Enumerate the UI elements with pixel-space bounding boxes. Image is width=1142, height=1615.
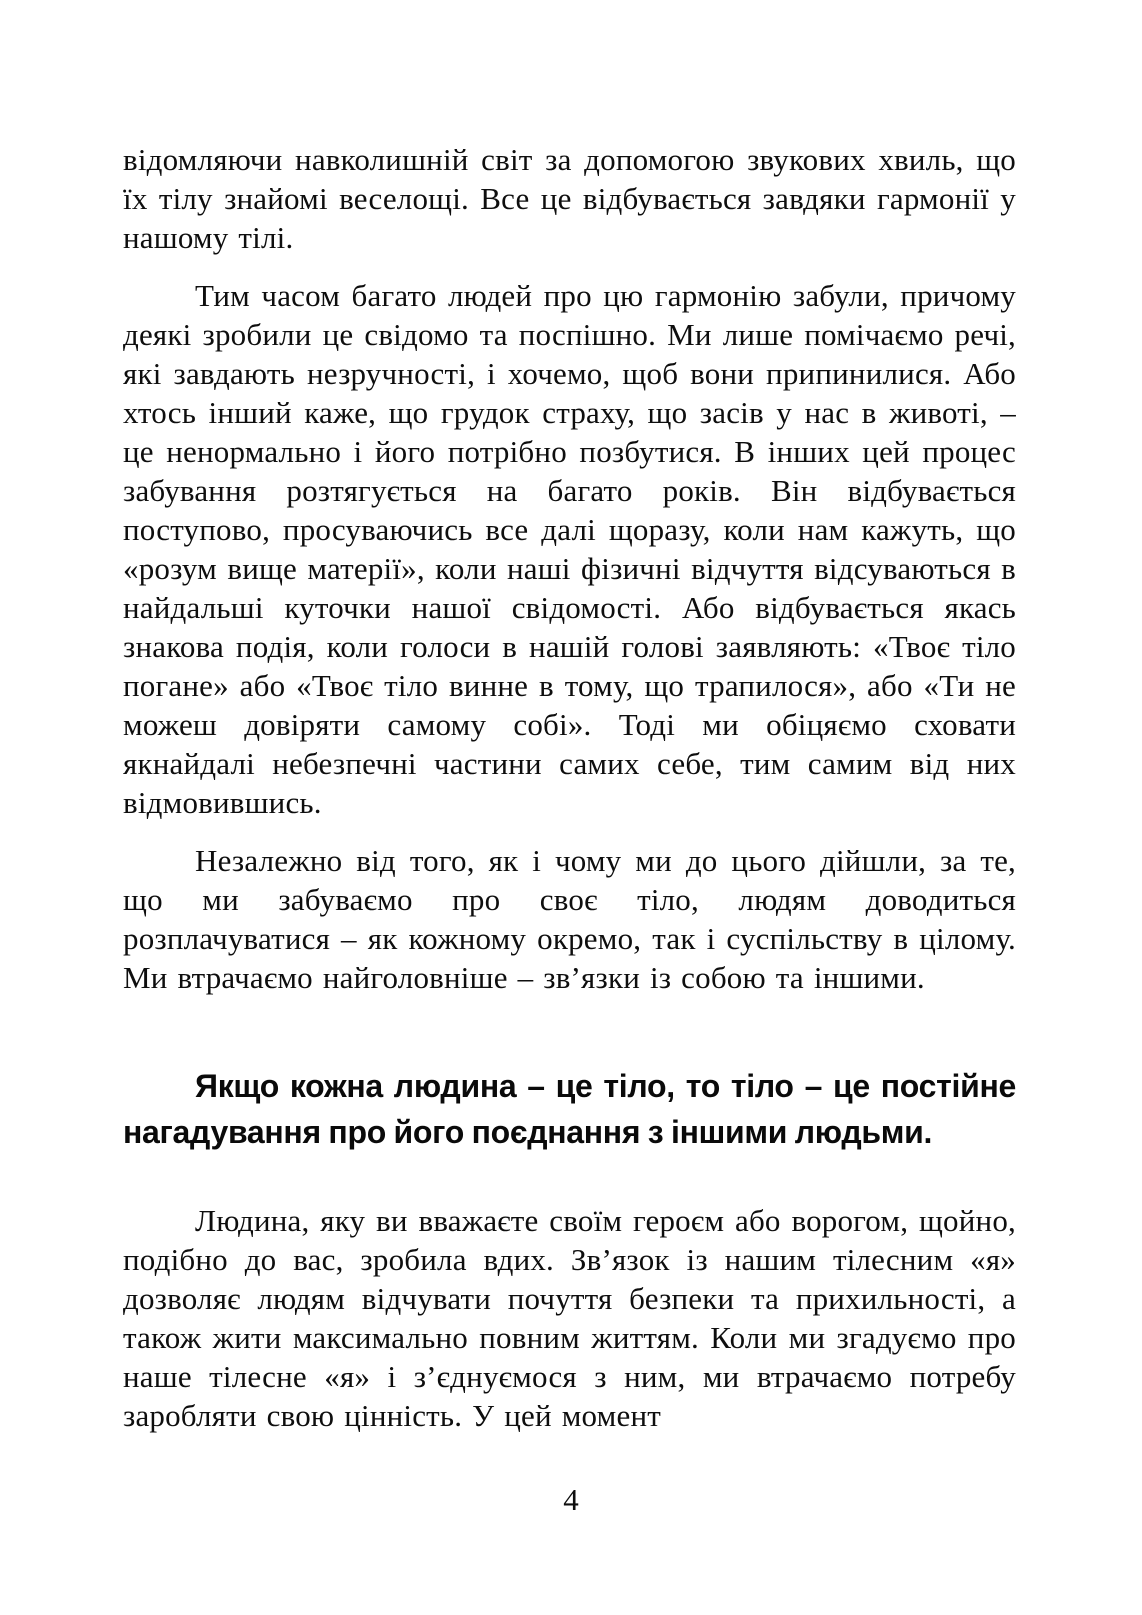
paragraph-continuation: відомляючи навколишній світ за допомогою звукових хвиль, що їх тілу знайомі веселощі. Все це відбувається завдяки гармонії у нашому тілі.: [123, 142, 1016, 255]
callout-heading: Якщо кожна людина – це тіло, то тіло – це постійне нагадування про його поєднання з іншими людьми.: [123, 1068, 1016, 1150]
text-block: [123, 140, 1016, 1454]
paragraph: Людина, яку ви вважаєте своїм героєм або ворогом, щойно, подібно до вас, зробила вдих. Зв’язок із нашим тілесним «я» дозволяє людям відчувати почуття безпеки та прихильності, а також жити максимально повним життям. Коли ми згадуємо про наше тілесне «я» і з’єднуємося з ним, ми втрачаємо потребу заробляти свою цінність. У цей момент: [123, 1203, 1016, 1433]
page-number: 4: [563, 1482, 579, 1517]
paragraph: Тим часом багато людей про цю гармонію забули, причому деякі зробили це свідомо та поспішно. Ми лише помічаємо речі, які завдають незручності, і хочемо, щоб вони припинилися. Або хтось інший каже, що грудок страху, що засів у нас в животі, – це ненормально і його потрібно позбутися. В інших цей процес забування розтягується на багато років. Він відбувається поступово, просуваючись все далі щоразу, коли нам кажуть, що «розум вище матерії», коли наші фізичні відчуття відсуваються в найдальші куточки нашої свідомості. Або відбувається якась знакова подія, коли голоси в нашій голові заявляють: «Твоє тіло погане» або «Твоє тіло винне в тому, що трапилося», або «Ти не можеш довіряти самому собі». Тоді ми обіцяємо сховати якнайдалі небезпечні частини самих себе, тим самим від них відмовившись.: [123, 278, 1016, 820]
paragraph: Незалежно від того, як і чому ми до цього дійшли, за те, що ми забуваємо про своє тіло, людям доводиться розплачуватися – як кожному окремо, так і суспільству в цілому. Ми втрачаємо найголовніше – зв’язки із собою та іншими.: [123, 843, 1016, 995]
